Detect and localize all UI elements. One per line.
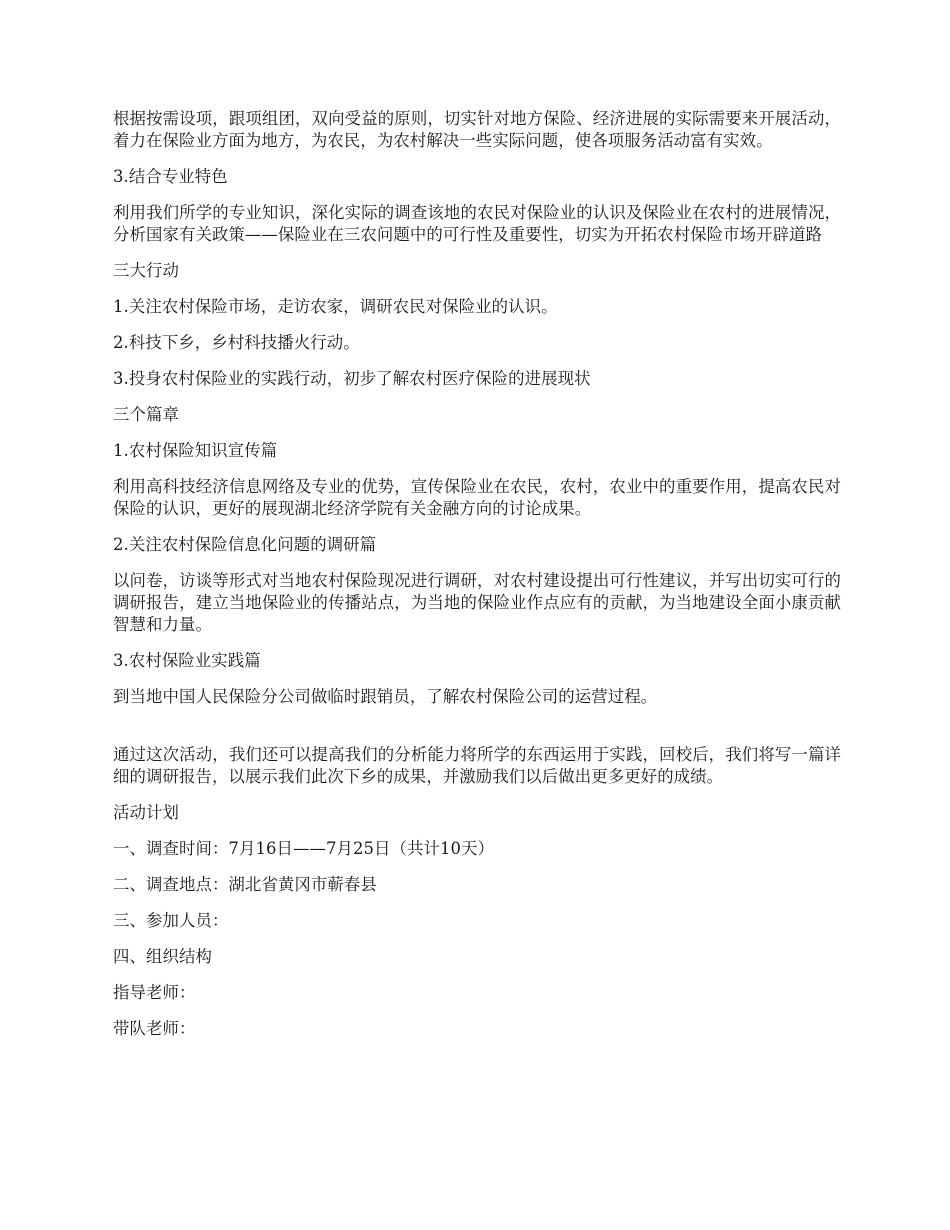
paragraph-chapter-2: 以问卷，访谈等形式对当地农村保险现况进行调研，对农村建设提出可行性建议，并写出切实可行的调研报告，建立当地保险业的传播站点，为当地的保险业作点应有的贡献，为当地建设全面小康贡献智慧和力量。: [113, 571, 841, 634]
paragraph-principle: 根据按需设项，跟项组团，双向受益的原则，切实针对地方保险、经济进展的实际需要来开展活动，着力在保险业方面为地方，为农民，为农村解决一些实际问题，使各项服务活动富有实效。: [113, 109, 841, 150]
paragraph-professional-knowledge: 利用我们所学的专业知识，深化实际的调查该地的农民对保险业的认识及保险业在农村的进展情况，分析国家有关政策——保险业在三农问题中的可行性及重要性，切实为开拓农村保险市场开辟道路: [113, 203, 841, 244]
heading-three-chapters: 三个篇章: [113, 405, 179, 424]
paragraph-chapter-1: 利用高科技经济信息网络及专业的优势，宣传保险业在农民，农村，农业中的重要作用，提高农民对保险的认识，更好的展现湖北经济学院有关金融方向的讨论成果。: [113, 477, 841, 518]
heading-three-actions: 三大行动: [113, 261, 179, 280]
heading-activity-plan: 活动计划: [113, 803, 179, 822]
blank-line: [113, 722, 841, 744]
list-item-action-2: 2.科技下乡，乡村科技播火行动。: [113, 333, 360, 352]
heading-chapter-3: 3.农村保险业实践篇: [113, 651, 261, 670]
plan-item-time: 一、调查时间：7月16日——7月25日（共计10天）: [113, 839, 495, 858]
list-item-action-1: 1.关注农村保险市场，走访农家，调研农民对保险业的认识。: [113, 297, 558, 316]
paragraph-chapter-3: 到当地中国人民保险分公司做临时跟销员，了解农村保险公司的运营过程。: [113, 687, 658, 706]
plan-item-participants: 三、参加人员：: [113, 911, 229, 930]
plan-item-location: 二、调查地点：湖北省黄冈市蕲春县: [113, 875, 377, 894]
paragraph-summary: 通过这次活动，我们还可以提高我们的分析能力将所学的东西运用于实践，回校后，我们将写一篇详细的调研报告，以展示我们此次下乡的成果，并激励我们以后做出更多更好的成绩。: [113, 745, 841, 786]
list-item-action-3: 3.投身农村保险业的实践行动，初步了解农村医疗保险的进展现状: [113, 369, 591, 388]
plan-item-advisor: 指导老师：: [113, 983, 196, 1002]
document-page: [113, 108, 841, 1054]
plan-item-team-leader: 带队老师：: [113, 1019, 196, 1038]
heading-chapter-2: 2.关注农村保险信息化问题的调研篇: [113, 535, 377, 554]
heading-professional-feature: 3.结合专业特色: [113, 167, 228, 186]
plan-item-organization: 四、组织结构: [113, 947, 212, 966]
heading-chapter-1: 1.农村保险知识宣传篇: [113, 441, 278, 460]
